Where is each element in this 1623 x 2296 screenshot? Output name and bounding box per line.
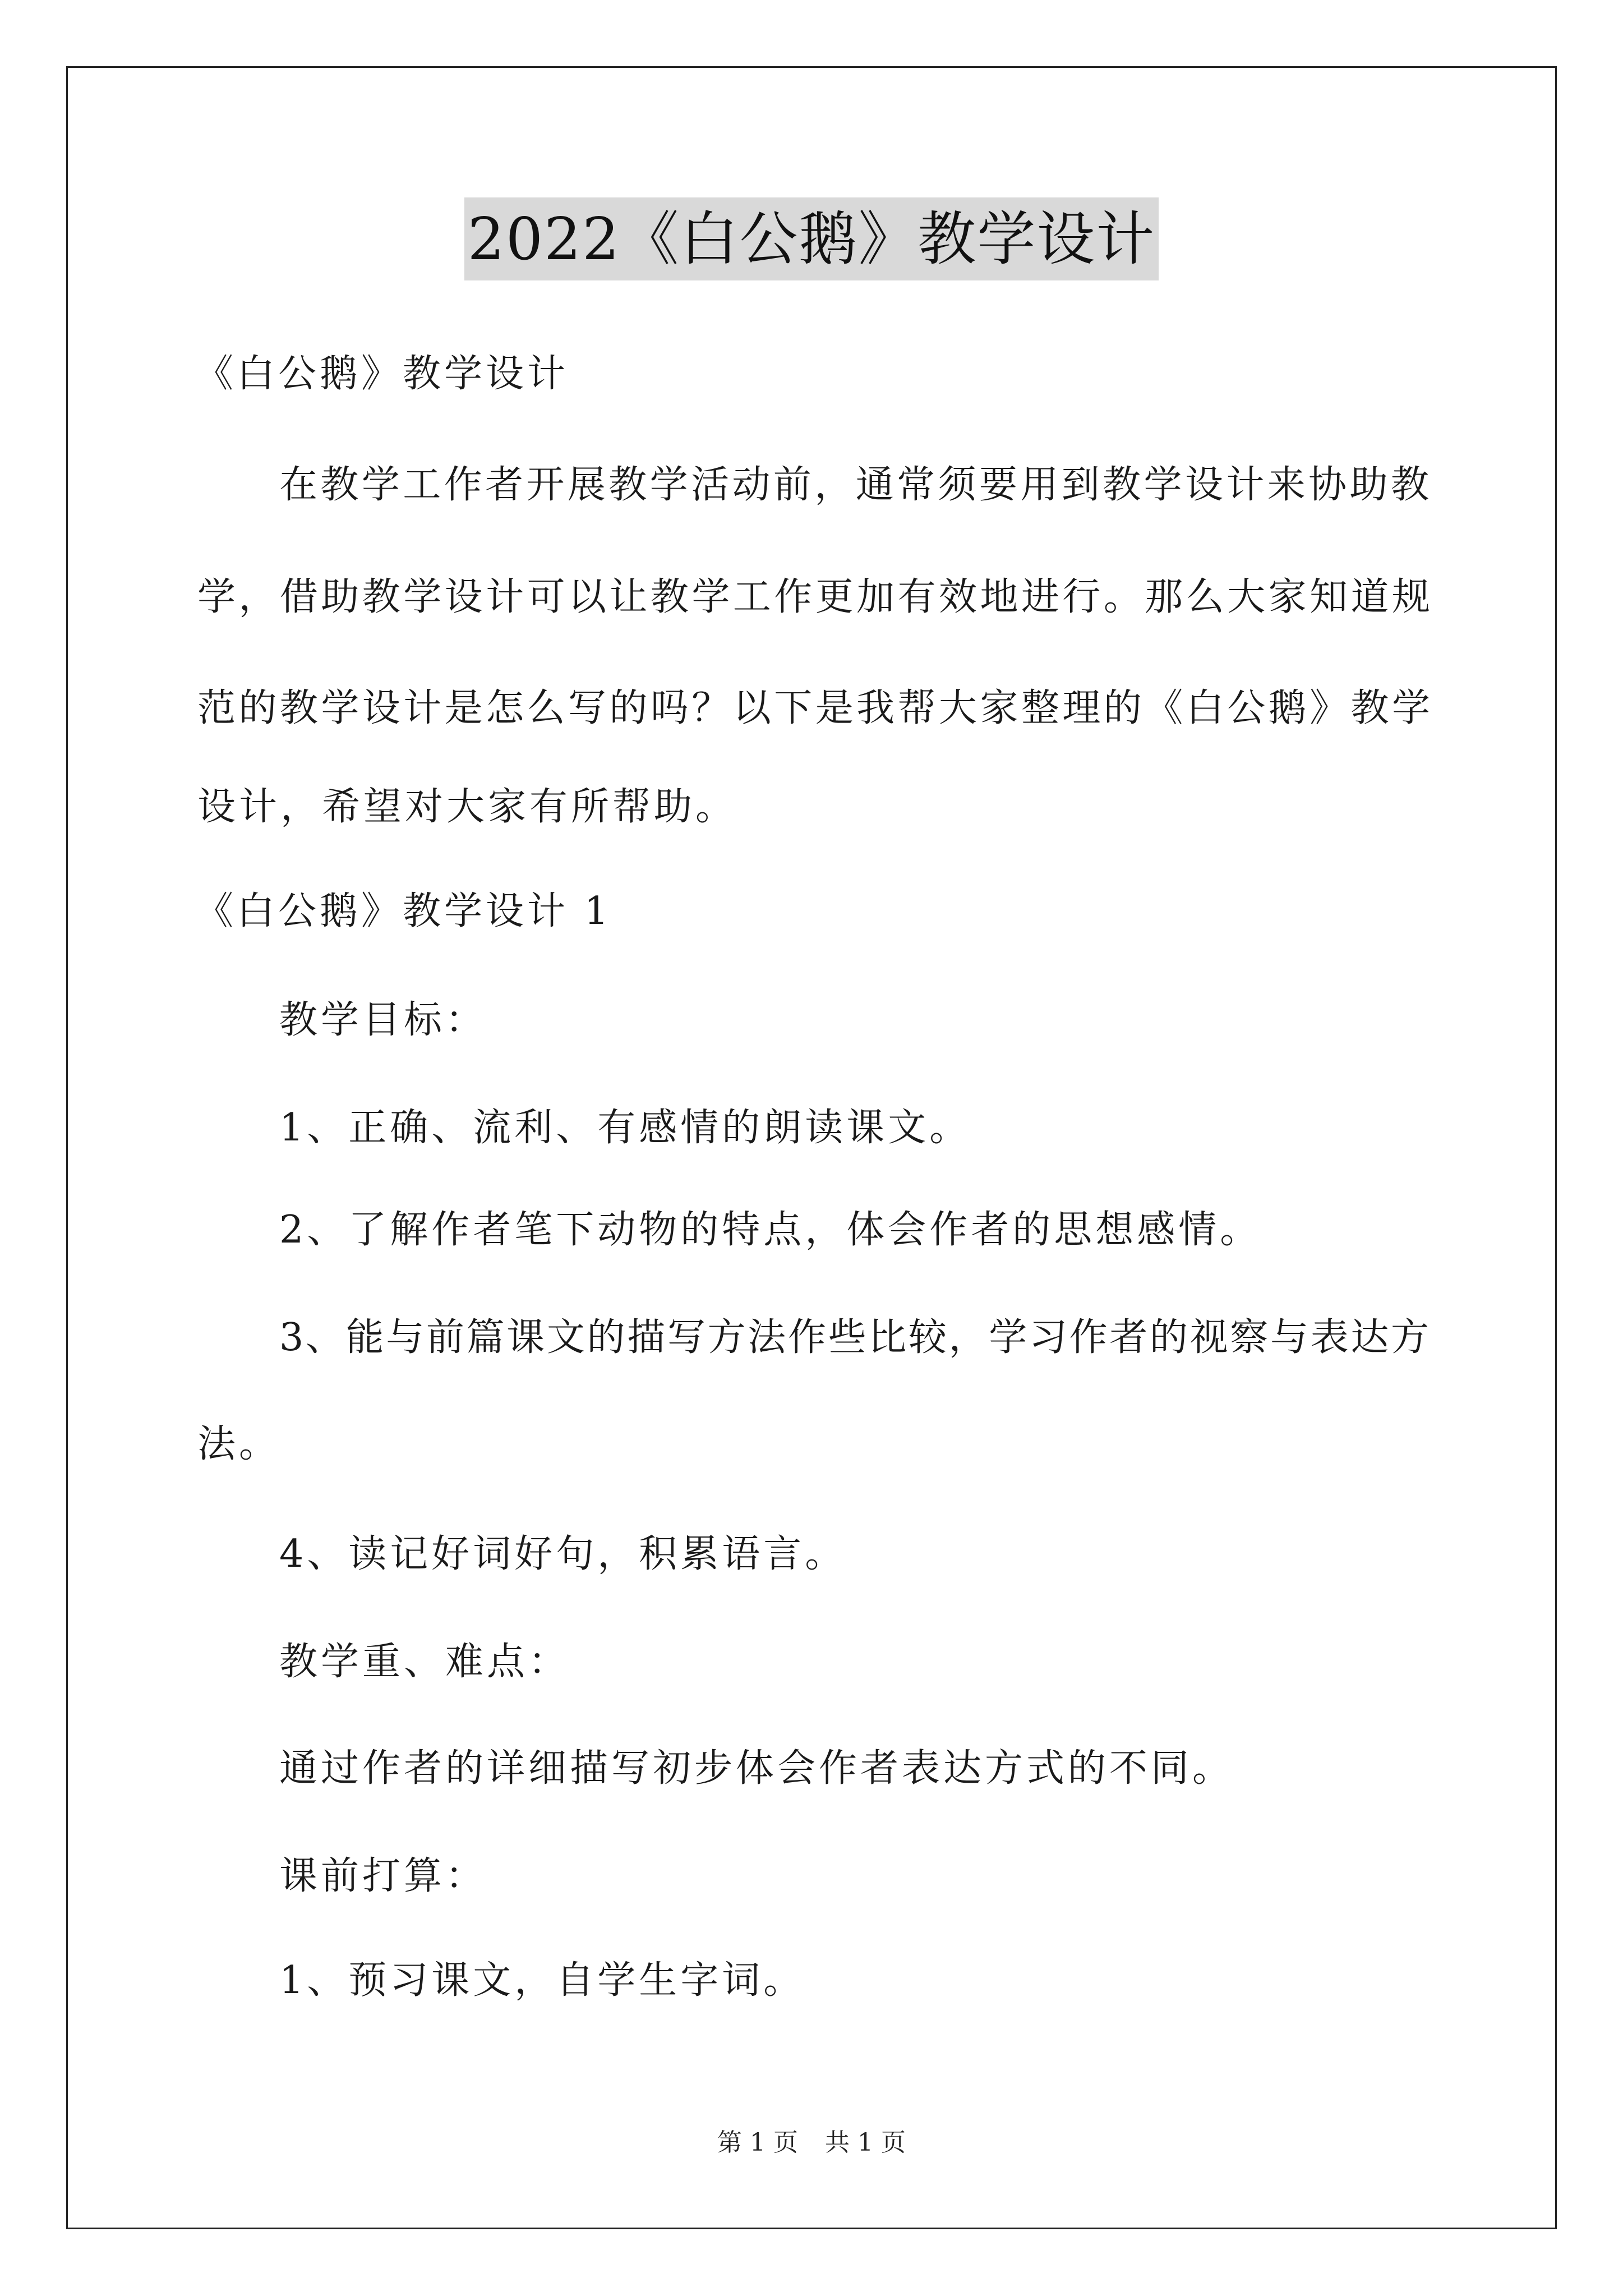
intro-line-3: 范的教学设计是怎么写的吗？以下是我帮大家整理的《白公鹅》教学 (197, 686, 1430, 730)
document-subtitle: 《白公鹅》教学设计 (195, 352, 569, 396)
page-footer (0, 2126, 1623, 2160)
goals-heading: 教学目标： (279, 998, 487, 1042)
goal-item-1: 1、正确、流利、有感情的朗读课文。 (279, 1106, 971, 1150)
goal-item-3-line-2: 法。 (197, 1422, 281, 1466)
prep-item-1: 1、预习课文，自学生字词。 (279, 1958, 805, 2003)
key-points-text: 通过作者的详细描写初步体会作者表达方式的不同。 (279, 1746, 1234, 1791)
intro-line-4: 设计，希望对大家有所帮助。 (197, 785, 737, 829)
document-title: 2022《白公鹅》教学设计 (464, 197, 1159, 280)
goal-item-3-line-1: 3、能与前篇课文的描写方法作些比较，学习作者的视察与表达方 (279, 1315, 1429, 1360)
goal-item-4: 4、读记好词好句，积累语言。 (279, 1532, 847, 1576)
section-heading: 《白公鹅》教学设计 1 (195, 889, 612, 933)
page-number: 第 1 页 (717, 2128, 798, 2157)
key-points-heading: 教学重、难点： (279, 1640, 570, 1684)
page-total: 共 1 页 (825, 2128, 906, 2157)
prep-heading: 课前打算： (279, 1854, 487, 1898)
intro-line-2: 学，借助教学设计可以让教学工作更加有效地进行。那么大家知道规 (197, 575, 1430, 619)
title-block (0, 197, 1623, 280)
goal-item-2: 2、了解作者笔下动物的特点，体会作者的思想感情。 (279, 1208, 1262, 1252)
intro-line-1: 在教学工作者开展教学活动前，通常须要用到教学设计来协助教 (279, 463, 1429, 507)
